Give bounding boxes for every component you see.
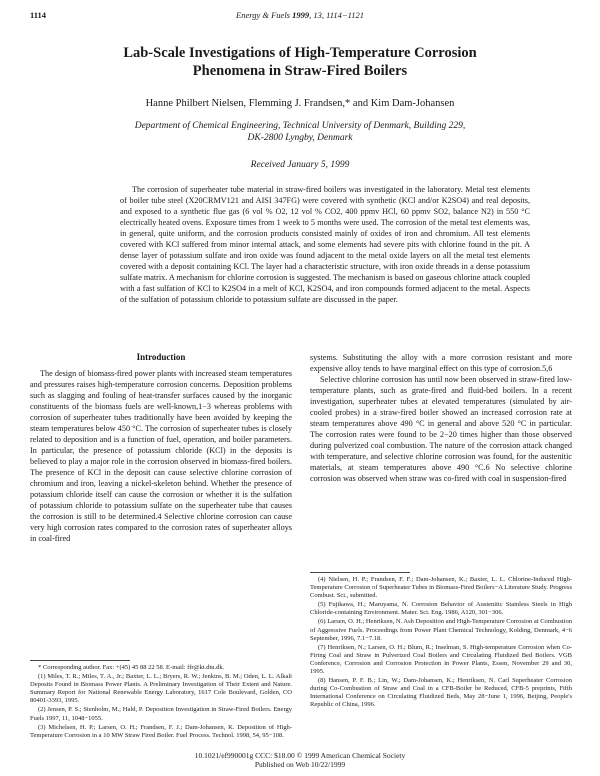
title-line-2: Phenomena in Straw-Fired Boilers [192,63,408,79]
affiliation [60,120,540,144]
doi-line: 10.1021/ef990001g CCC: $18.00 © 1999 American Chemical Society [194,751,406,760]
body-paragraph: The design of biomass-fired power plants with increased steam temperatures and pressures raises high-temperature corrosion concerns. Deposition problems such as slagging and fouling of heat-transfer surfaces caused by the inorganic constituents of the biomass fuels are well-known,1−3 whereas problems with corrosion of superheater tubes traditionally have been avoided by keeping the steam temperatures below 450 °C. The corrosion of superheater tubes is closely related to deposition and is a function of fuel, operation, and boiler parameters. In particular, the presence of potassium chloride (KCl) in the deposits is believed to play a major role in the corrosion observed in biomass-fired boilers. The presence of KCl in the deposit can cause selective chlorine corrosion of chromium and iron, leaving a nickel-skeleton behind. Whether the presence of potassium chloride itself can cause the corrosion or whether it is the sulfation of potassium chloride to potassium sulfate on the superheater tube that causes the corrosion is still to be determined.4 Selective chlorine corrosion can cause very high corrosion rates compared to the corrosion rates of superheater alloys in coal-fired [30,369,292,543]
footnote-rule [310,572,410,573]
journal-volume: 13 [313,10,322,20]
footnote: * Corresponding author. Fax: +(45) 45 88 22 58. E-mail: ffr@kt.dtu.dk. [38,664,225,671]
left-column [30,352,292,544]
author-list: Hanne Philbert Nielsen, Flemming J. Frandsen,* and Kim Dam-Johansen [145,98,455,109]
footnote: (8) Hansen, P. F. B.; Lin, W.; Dam-Johansen, K.; Henriksen, N. Carl Superheater Corrosion during Co-Combustion of Straw and Coal in a CFB-Boiler be Reduced, CFB-5 preprints, Fifth International Conference on Circulating Fluidized Beds, May 28−June 1, 1996, Beijing, People's Republic of China, 1996. [310,677,572,709]
page-number: 1114 [30,10,47,20]
footnote: (4) Nielsen, H. P.; Frandsen, F. F.; Dam-Johansen, K.; Baxter, L. L. Chlorine-Induced High-Temperature Corrosion of Superheater Tubes in Biomass-Fired Boilers−A Literature Study. Progress Combust. Sci., submitted. [310,576,572,600]
journal-pages: 1114−1121 [326,10,364,20]
journal-name: Energy & Fuels [236,10,290,20]
affiliation-line-2: DK-2800 Lyngby, Denmark [247,133,353,143]
footnotes-right [310,576,572,711]
footnotes-left [30,664,292,741]
right-column [310,352,572,484]
footnote: (7) Henriksen, N.; Larsen, O. H.; Blum, R.; Inselman, S. High-temperature Corrosion when Co-Firing Coal and Straw in Pulverized Coal Boilers and Circulating Fluidized Bed Boilers. VGB Conference, Corrosion and Corrosion Protection in Power Plants, Essen, November 29 and 30, 1995. [310,643,572,676]
footnote: (3) Michelsen, H. P.; Larsen, O. H.; Frandsen, F. J.; Dam-Johansen, K. Deposition of High-Temperature Corrosion in a 10 MW Straw Fired Boiler. Fuel Process. Technol. 1998, 54, 95−108. [30,723,292,739]
body-paragraph-continued: systems. Substituting the alloy with a more corrosion resistant and more expensive alloy tends to have marginal effect on this type of corrosion.5,6 [310,353,572,373]
footnote-rule [30,660,130,661]
section-heading-introduction: Introduction [136,352,186,362]
article-title [40,44,560,80]
footnote: (5) Fujikawa, H.; Maruyama, N. Corrosion Behavior of Austenitic Stainless Steels in High Chloride-containing Environment. Mater. Sci. Eng. 1986, A120, 301−306. [310,601,572,617]
title-line-1: Lab-Scale Investigations of High-Temperature Corrosion [123,45,477,61]
publication-date: Published on Web 10/22/1999 [254,760,346,769]
journal-year: 1999 [292,10,310,20]
affiliation-line-1: Department of Chemical Engineering, Technical University of Denmark, Building 229, [134,121,466,131]
footnote: (1) Miles, T. R.; Miles, T. A., Jr.; Baxter, L. L.; Bryers, R. W.; Jenkins, B. M.; Oden, L. L. Alkali Deposits Found in Biomass Power Plants. A Preliminary Investigation of Their Extent and Nature. Summary Report for National Renewable Energy Laboratory, 1617 Cole Boulevard, Golden, CO 80401-3393, 1995. [30,673,292,705]
footnote: (2) Jensen, P. S.; Stenholm, M.; Hald, P. Deposition Investigation in Straw-Fired Boilers. Energy Fuels 1997, 11, 1048−1055. [30,706,292,722]
abstract: The corrosion of superheater tube material in straw-fired boilers was investigated in the laboratory. Metal test elements of boiler tube steel (X20CRMV121 and AISI 347FG) were covered with synthetic (KCl and/or K2SO4) and real deposits, and exposed to a synthetic flue gas (6 vol % O2, 12 vol % CO2, 400 ppmv HCl, 60 ppmv SO2, balance N2) in 550 °C electrically heated ovens. Exposure times from 1 week to 5 months were used. The corrosion of the metal test elements was, in general, quite uniform, and the corrosion products consisted mainly of oxides of iron and chromium. All test elements covered with KCl suffered from minor internal attack, and some elements had severe pits with chlorine found in the pit. A dense layer of potassium sulfate and iron oxide was found adjacent to the metal oxide layers on all the metal test elements covered with a deposit containing KCl. The layer had a characteristic structure, with iron oxide threads in a dense potassium sulfate matrix. A mechanism for chlorine corrosion is suggested. The mechanism is based on gaseous chlorine attack coupled with a fast sulfation of KCl to K2SO4 in a melt of KCl, K2SO4, and iron compounds formed adjacent to the metal. Aspects of the sulfation of potassium chloride to potassium sulfate are discussed in the paper. [120,185,530,304]
footnote: (6) Larsen, O. H.; Henriksen, N. Ash Deposition and High-Temperature Corrosion at Combustion of Aggressive Fuels. Proceedings from Power Plant Chemical Technology, Kolding, Denmark, 4−6 September, 1996, 7.1−7.18. [310,618,572,642]
running-header [30,10,570,22]
page-footer [30,751,570,769]
journal-citation: Energy & Fuels 1999, 13, 1114−1121 [236,10,364,20]
body-paragraph: Selective chlorine corrosion has until now been observed in straw-fired low-temperature plants, such as grate-fired and fluid-bed boilers. In a recent investigation, superheater tubes at elevated temperatures (simulated by air-cooled probes) in a straw-fired boiler showed an increased corrosion rate at steam temperatures above 490 °C in general and above 520 °C in particular. The corrosion rates were found to be 2−20 times higher than those observed during pulverized coal combustion. The nature of the corrosion attack changed with temperature, and selective chlorine corrosion was found, for the austenitic materials, at steam temperatures above 490 °C.6 No selective chlorine corrosion was observed when straw was co-fired with coal in suspension-fired [310,375,572,483]
received-date: Received January 5, 1999 [250,160,350,170]
